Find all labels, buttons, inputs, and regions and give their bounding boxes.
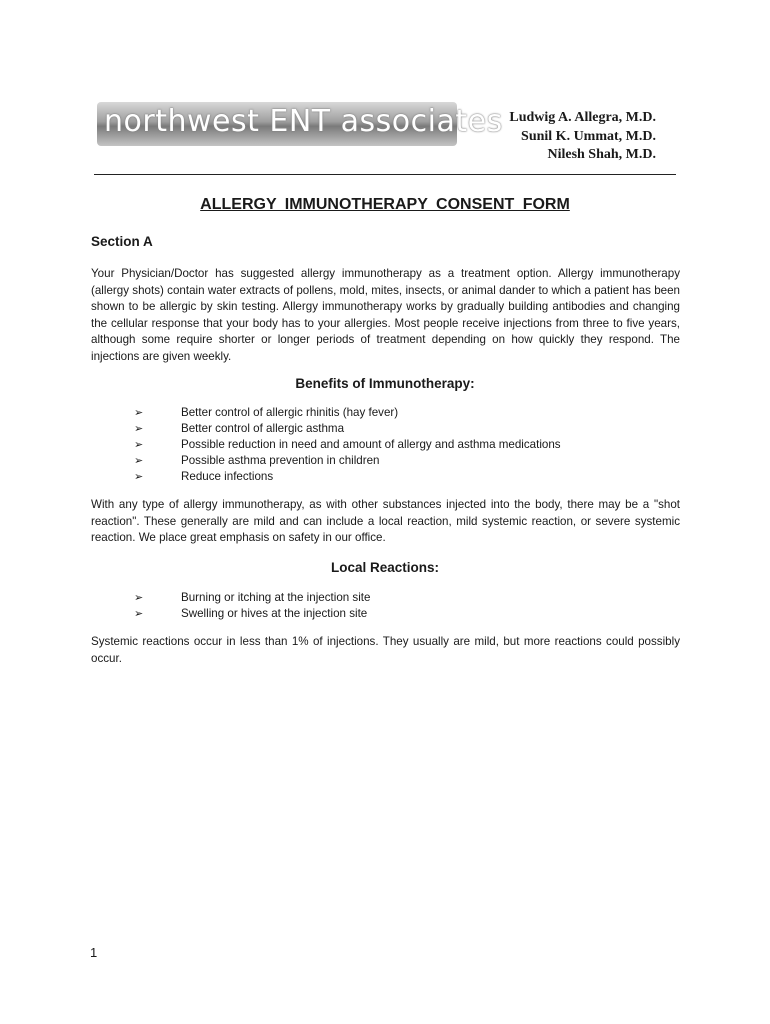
- header-divider: [94, 174, 676, 175]
- intro-paragraph: Your Physician/Doctor has suggested allergy immunotherapy as a treatment option. Allergy immunotherapy (allergy shots) contain water extracts of pollens, mold, mites, insects, or animal dander to which a patient has been shown to be allergic by skin testing. Allergy immunotherapy works by gradually building antibodies and changing the cellular response that your body has to your allergies. Most people receive injections from three to five years, although some require shorter or longer periods of treatment depending on how quickly they respond. The injections are given weekly.: [91, 267, 680, 363]
- list-item: ➢ Possible asthma prevention in children: [134, 454, 380, 467]
- page-number: 1: [90, 945, 98, 960]
- reaction-paragraph: With any type of allergy immunotherapy, as with other substances injected into the body, there may be a "shot reaction". These generally are mild and can include a local reaction, mild systemic reaction, or severe systemic reaction. We place great emphasis on safety in our office.: [91, 498, 680, 545]
- doctor-name: Nilesh Shah, M.D.: [547, 147, 656, 162]
- benefits-heading: Benefits of Immunotherapy:: [295, 376, 475, 391]
- section-heading: Section A: [91, 234, 153, 249]
- arrow-bullet-icon: ➢: [134, 407, 144, 419]
- logo-text: northwest ENT associates: [104, 104, 503, 139]
- list-item: ➢ Burning or itching at the injection site: [134, 591, 371, 604]
- arrow-bullet-icon: ➢: [134, 592, 144, 604]
- local-reactions-heading: Local Reactions:: [330, 560, 440, 575]
- doctor-name: Sunil K. Ummat, M.D.: [521, 128, 656, 144]
- arrow-bullet-icon: ➢: [134, 423, 144, 435]
- systemic-paragraph: Systemic reactions occur in less than 1% of injections. They usually are mild, but more reactions could possibly occur.: [91, 635, 680, 665]
- arrow-bullet-icon: ➢: [134, 455, 144, 467]
- form-title: ALLERGY IMMUNOTHERAPY CONSENT FORM: [200, 196, 570, 213]
- list-item: ➢ Swelling or hives at the injection site: [134, 607, 368, 620]
- list-item: ➢ Better control of allergic rhinitis (hay fever): [134, 406, 399, 419]
- list-item: ➢ Better control of allergic asthma: [134, 422, 345, 435]
- arrow-bullet-icon: ➢: [134, 471, 144, 483]
- doctor-name: Ludwig A. Allegra, M.D.: [509, 110, 656, 125]
- list-item: ➢ Possible reduction in need and amount of allergy and asthma medications: [134, 438, 561, 451]
- doctor-list: [509, 109, 656, 165]
- arrow-bullet-icon: ➢: [134, 608, 144, 620]
- benefits-list: [134, 405, 561, 485]
- arrow-bullet-icon: ➢: [134, 439, 144, 451]
- list-item: ➢ Reduce infections: [134, 470, 274, 483]
- local-reactions-list: [134, 590, 370, 622]
